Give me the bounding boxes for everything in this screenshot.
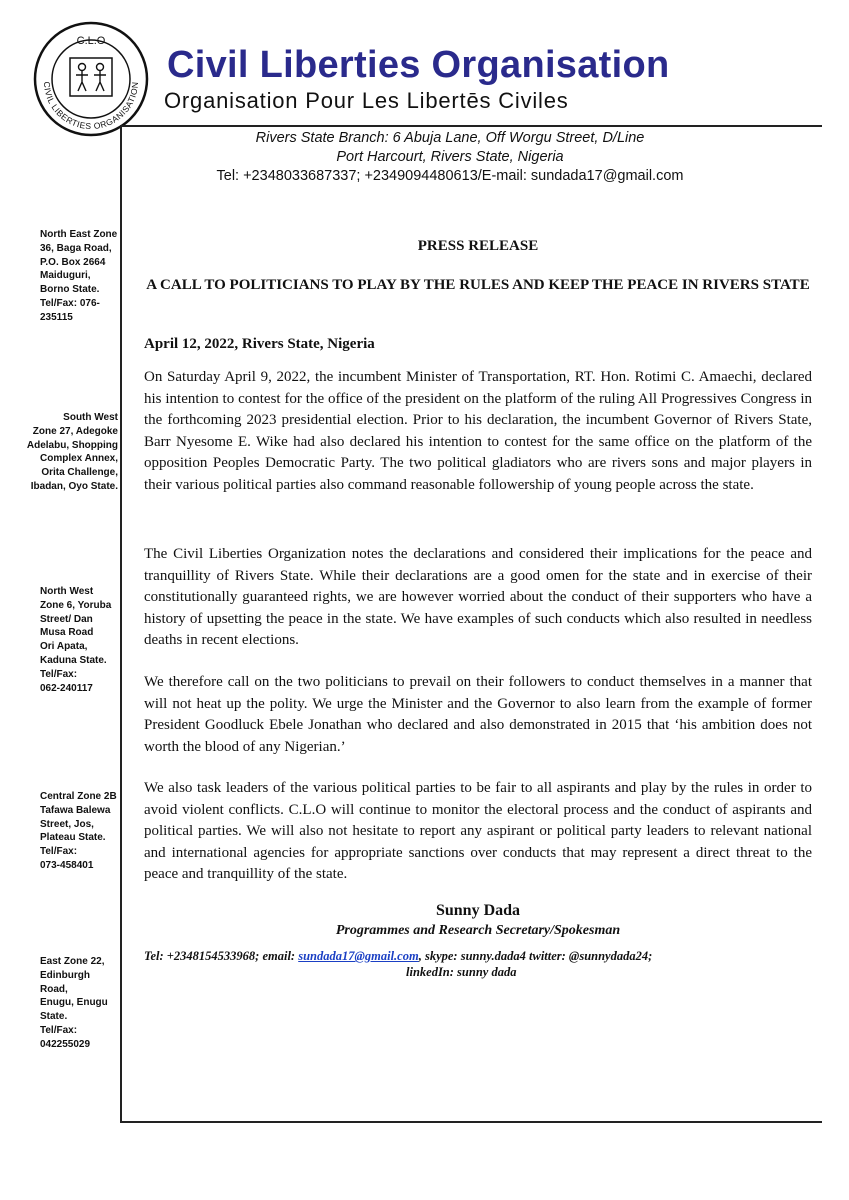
figures-emblem-icon bbox=[76, 64, 106, 92]
header-rule bbox=[120, 125, 822, 127]
zone-north-east: North East Zone 36, Baga Road, P.O. Box 2664 Maiduguri, Borno State. Tel/Fax: 076- 235115 bbox=[40, 229, 118, 323]
org-name-french: Organisation Pour Les Libertēs Civiles bbox=[164, 88, 569, 113]
branch-address: Rivers State Branch: 6 Abuja Lane, Off Worgu Street, D/Line bbox=[255, 130, 645, 146]
contact-email-link[interactable]: sundada17@gmail.com bbox=[298, 949, 419, 963]
logo-ring-text: CIVIL LIBERTIES ORGANISATION bbox=[41, 81, 141, 132]
footer-rule bbox=[120, 1121, 822, 1123]
zone-north-west: North West Zone 6, Yoruba Street/ Dan Musa Road Ori Apata, Kaduna State. Tel/Fax: 062-240117 bbox=[40, 586, 112, 694]
logo-text: C.L.O bbox=[76, 35, 106, 47]
press-release-label: PRESS RELEASE bbox=[417, 238, 539, 254]
branch-contact: Tel: +2348033687337; +2349094480613/E-mail: sundada17@gmail.com bbox=[216, 168, 684, 184]
margin-rule bbox=[120, 125, 122, 1123]
signatory-contact bbox=[144, 948, 814, 980]
body-paragraph: On Saturday April 9, 2022, the incumbent Minister of Transportation, RT. Hon. Rotimi C. Amaechi, declared his intention to contest for the office of the president on the platform of the ruling All Progressives Congress in the forthcoming 2023 presidential election. Prior to his declaration, the incumbent Governor of Rivers State, Barr Nyesome E. Wike had also declared his intention to contest for the same office on the platform of the opposition Peoples Democratic Party. The two political gladiators who are rivers sons and major players in their various political parties also command reasonable followership of young people across the state. bbox=[144, 369, 812, 493]
signatory-name: Sunny Dada bbox=[435, 902, 521, 919]
contact-tel: Tel: +2348154533968; email: bbox=[144, 949, 299, 963]
org-name: Civil Liberties Organisation bbox=[167, 44, 670, 86]
press-release-headline: A CALL TO POLITICIANS TO PLAY BY THE RULES AND KEEP THE PEACE IN RIVERS STATE bbox=[146, 277, 810, 293]
dateline: April 12, 2022, Rivers State, Nigeria bbox=[144, 336, 375, 352]
body-paragraph: We also task leaders of the various political parties to be fair to all aspirants and play by the rules in order to avoid violent conflicts. C.L.O will continue to monitor the electoral process and the conduct of aspirants and political parties. We will also not hesitate to report any aspirant or political party leaders to relevant national and international agencies for appropriate sanctions over conducts that may represent a direct threat to the peace and tranquillity of the state. bbox=[144, 780, 812, 883]
branch-city: Port Harcourt, Rivers State, Nigeria bbox=[336, 149, 564, 165]
body-paragraph: We therefore call on the two politicians to prevail on their followers to conduct themselves in a manner that will not heat up the polity. We urge the Minister and the Governor to also learn from the example of former President Goodluck Ebele Jonathan who declared and also demonstrated in 2015 that ‘his ambition does not worth the blood of any Nigerian.’ bbox=[144, 674, 812, 755]
zone-east: East Zone 22, Edinburgh Road, Enugu, Enugu State. Tel/Fax: 042255029 bbox=[40, 956, 108, 1050]
zone-central: Central Zone 2B Tafawa Balewa Street, Jos, Plateau State. Tel/Fax: 073-458401 bbox=[40, 791, 117, 871]
contact-linkedin: linkedIn: sunny dada bbox=[406, 965, 517, 979]
contact-social: , skype: sunny.dada4 twitter: @sunnydada24; bbox=[418, 949, 653, 963]
signatory-title: Programmes and Research Secretary/Spokesman bbox=[335, 923, 621, 938]
body-paragraph: The Civil Liberties Organization notes the declarations and considered their implications for the peace and tranquillity of Rivers State. While their declarations are a good omen for the state and in exercise of their constitutionally guaranteed rights, we are however worried about the conduct of their supporters who have a history of upsetting the peace in the state. We have examples of such conducts which also resulted in needless deaths in recent elections. bbox=[144, 546, 812, 649]
zone-south-west: South West Zone 27, Adegoke Adelabu, Shopping Complex Annex, Orita Challenge, Ibadan, Oyo State. bbox=[26, 412, 118, 492]
clo-logo bbox=[32, 20, 150, 138]
